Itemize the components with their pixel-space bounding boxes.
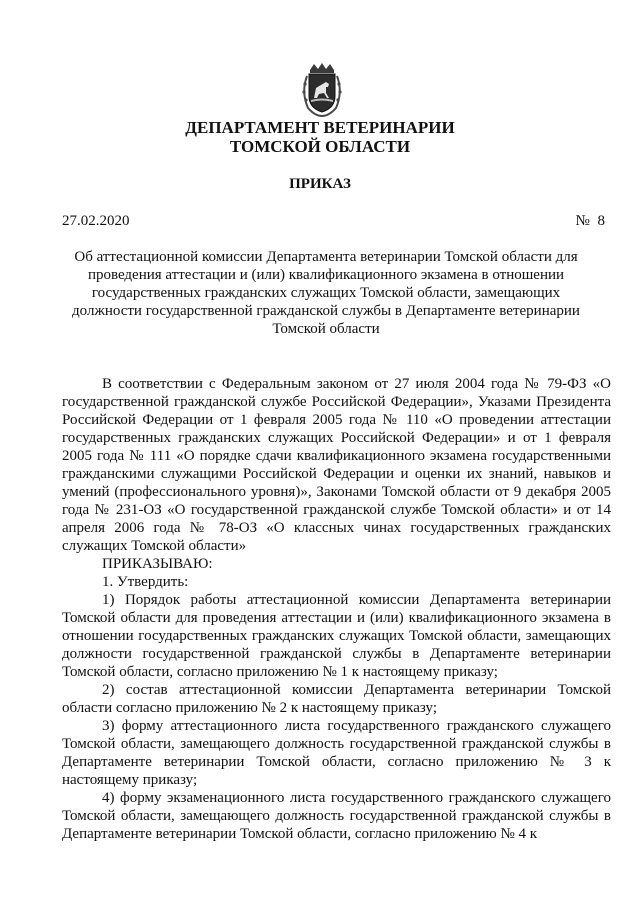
organization-name-line2: ТОМСКОЙ ОБЛАСТИ xyxy=(229,137,411,156)
list-item: 4) форму экзаменационного листа государственного гражданского служащего Томской области, замещающего должность государственной гражданской службы в Департаменте ветеринарии Томской области, согласно приложению № 4 к xyxy=(62,790,611,842)
approve-clause: 1. Утвердить: xyxy=(102,574,189,590)
document-type-title: ПРИКАЗ xyxy=(289,176,351,192)
order-subject: Об аттестационной комиссии Департамента ветеринарии Томской области для проведения аттестации и (или) квалификационного экзамена в отношении государственных гражданских служащих Томской области, замещающих должности государственной гражданской службы в Департаменте ветеринарии Томской области xyxy=(72,249,580,337)
preamble-paragraph: В соответствии с Федеральным законом от 27 июля 2004 года № 79-ФЗ «О государственной гражданской службе Российской Федерации», Указами Президента Российской Федерации от 1 февраля 2005 года № 110 «О проведении аттестации государственных гражданских служащих Российской Федерации» и от 1 февраля 2005 года № 111 «О порядке сдачи квалификационного экзамена государственными гражданскими служащими Российской Федерации и оценки их знаний, навыков и умений (профессионального уровня)», Законами Томской области от 9 декабря 2005 года № 231-ОЗ «О государственной гражданской службе Томской области» и от 14 апреля 2006 года № 78-ОЗ «О классных чинах государственных гражданских служащих Томской области» xyxy=(62,376,611,554)
list-item: 1) Порядок работы аттестационной комиссии Департамента ветеринарии Томской области для проведения аттестации и (или) квалификационного экзамена в отношении государственных гражданских служащих Томской области, замещающих должности государственной гражданской службы в Департаменте ветеринарии Томской области, согласно приложению № 1 к настоящему приказу; xyxy=(62,592,611,680)
list-item: 3) форму аттестационного листа государственного гражданского служащего Томской области, замещающего должность государственной гражданской службы в Департаменте ветеринарии Томской области, согласно приложению № 3 к настоящему приказу; xyxy=(62,718,611,788)
order-body xyxy=(62,375,611,843)
order-date: 27.02.2020 xyxy=(62,213,130,229)
order-number: № 8 xyxy=(575,213,605,229)
coat-of-arms-icon xyxy=(299,62,345,118)
organization-name-line1: ДЕПАРТАМЕНТ ВЕТЕРИНАРИИ xyxy=(185,118,455,137)
list-item: 2) состав аттестационной комиссии Департамента ветеринарии Томской области согласно приложению № 2 к настоящему приказу; xyxy=(62,682,611,716)
order-directive: ПРИКАЗЫВАЮ: xyxy=(102,556,213,572)
